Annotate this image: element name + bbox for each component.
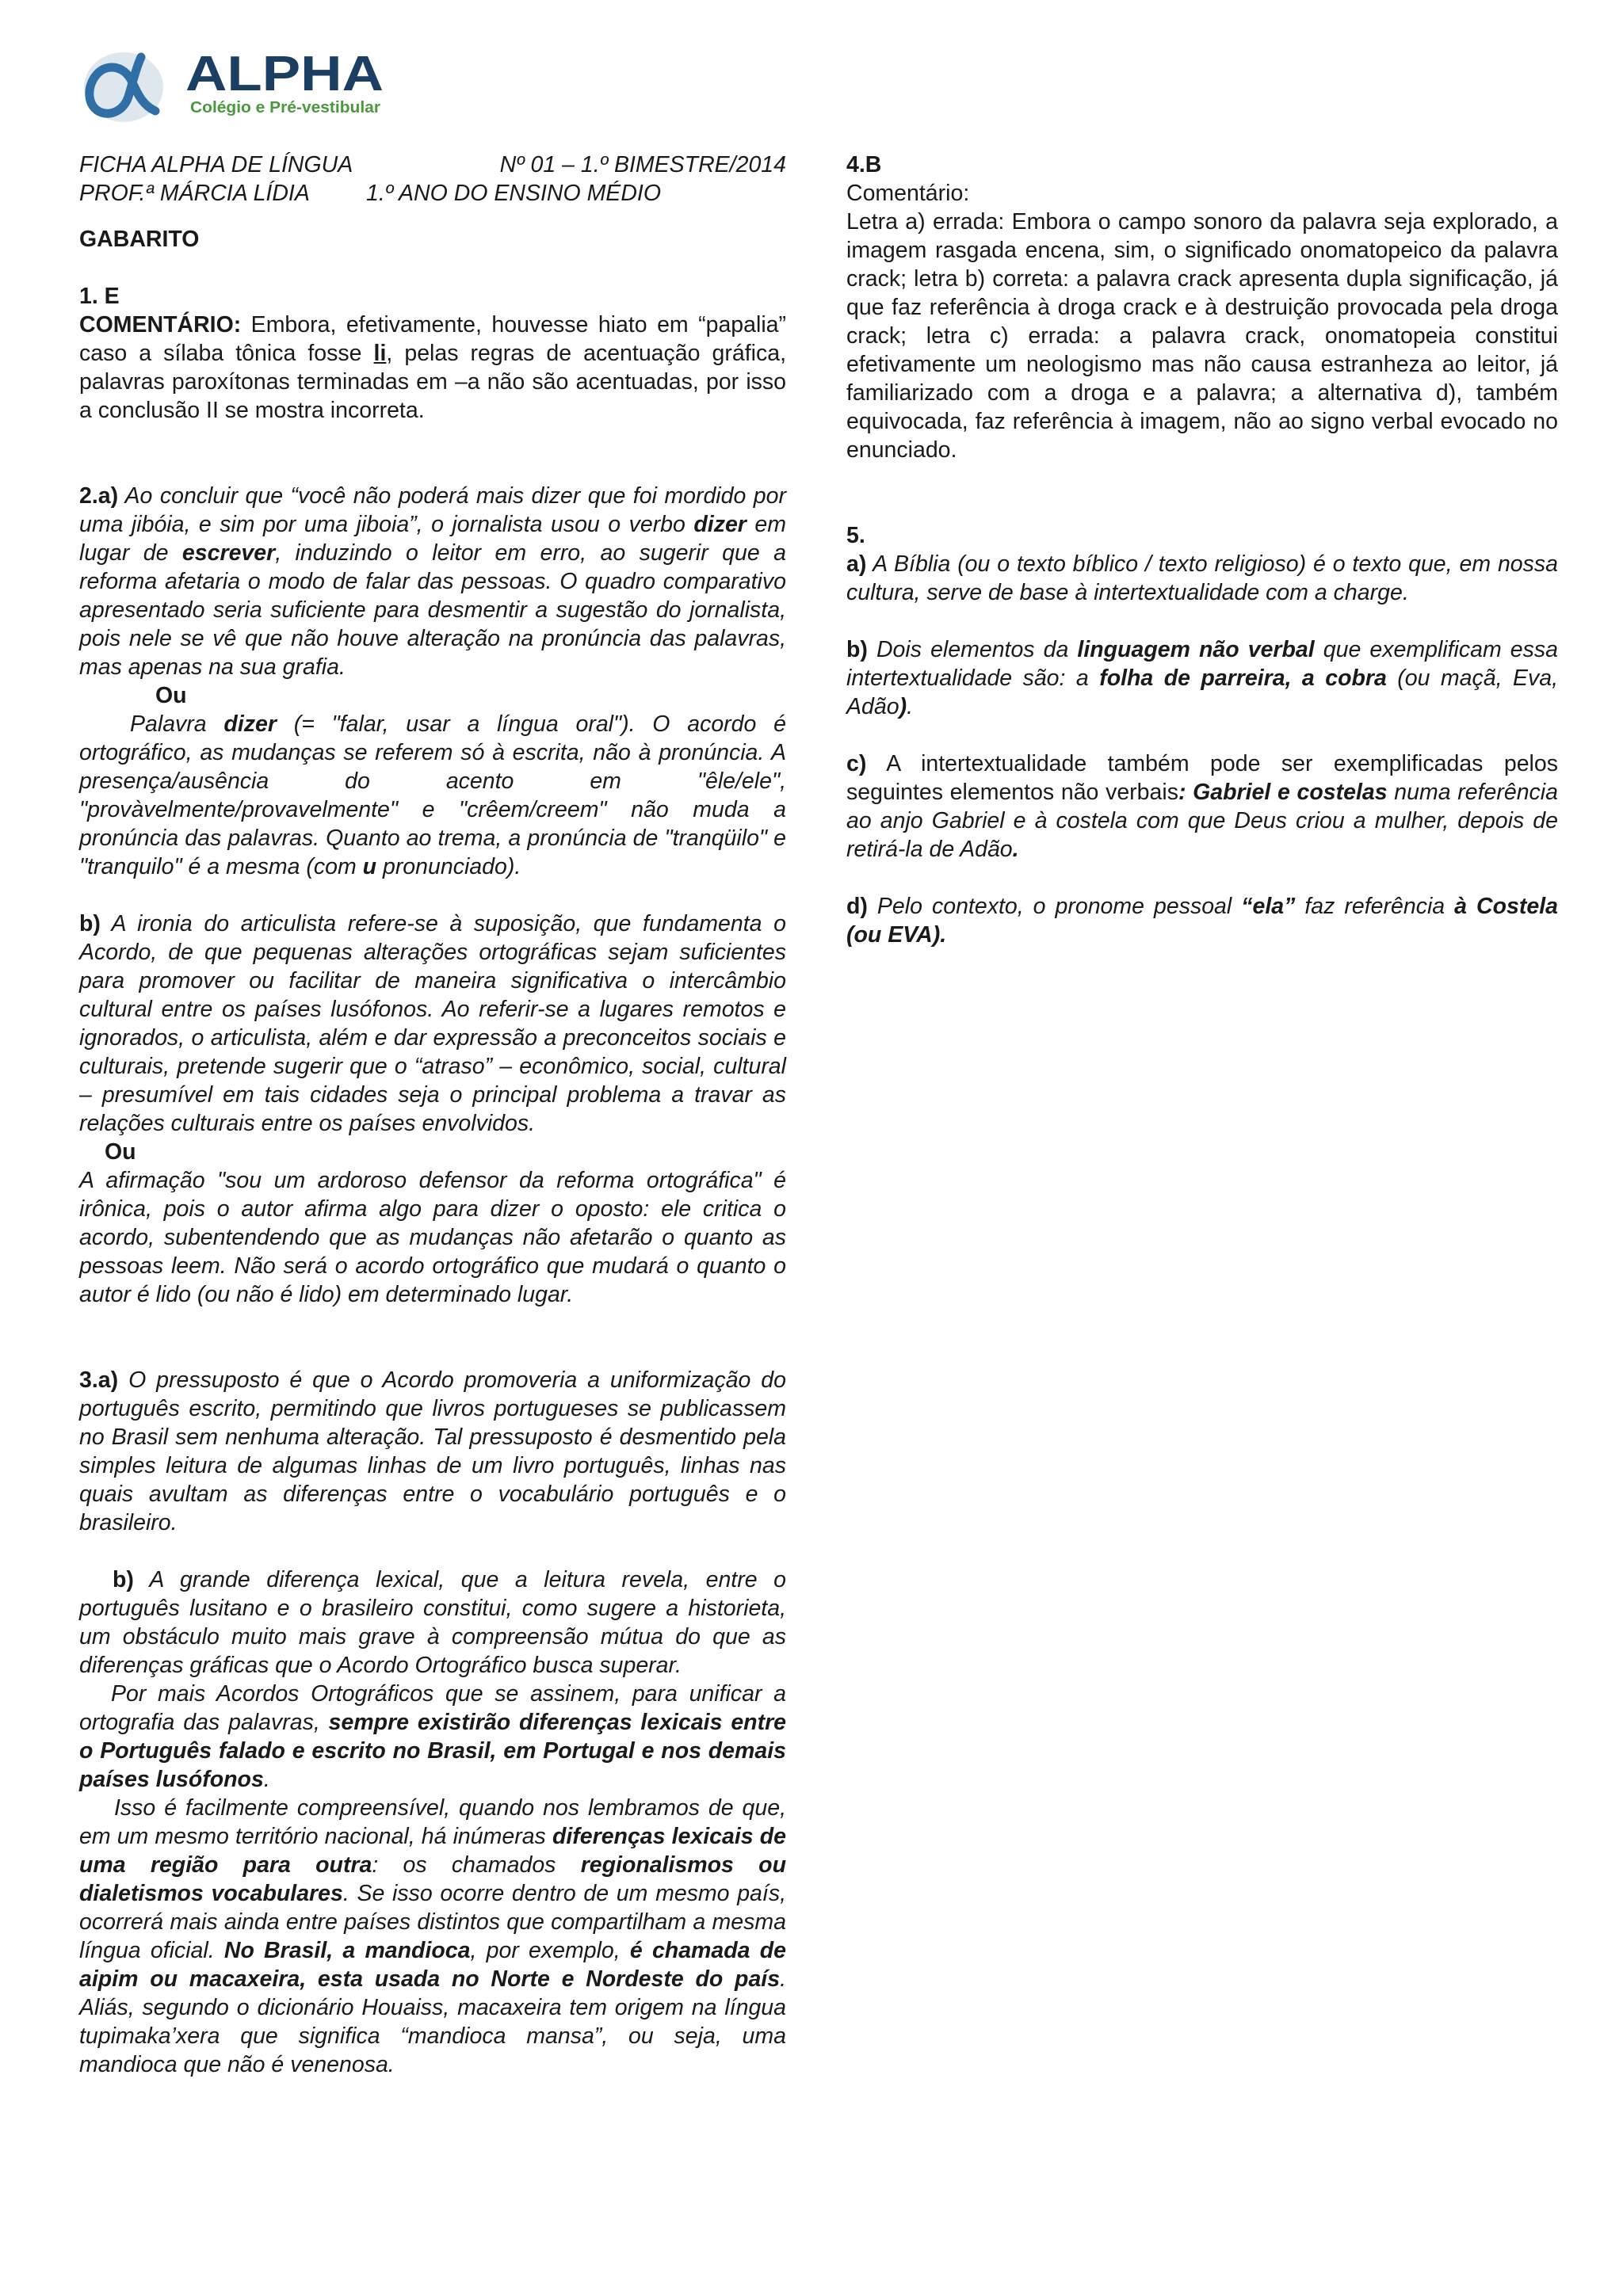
q2a-alt-text-2: (= "falar, usar a língua oral"). O acordo é ortográfico, as mudanças se referem só à escrita, não à pronúncia. A presença/ausência do acento em "êle/ele", "provàvelmente/provavelmente" e "crêem/creem" não muda a pronúncia das palavras. Quanto ao trema, a pronúncia de "tranqüilo" e "tranquilo" é a mesma (com <box>79 711 786 879</box>
q5d-text-1: Pelo contexto, o pronome pessoal <box>867 894 1242 919</box>
right-column <box>846 151 1558 949</box>
q1-comment <box>79 311 786 425</box>
q3b-p3-text-2: : os chamados <box>372 1852 581 1878</box>
q2a-alt <box>79 710 786 881</box>
q2a-text-3: , induzindo o leitor em erro, ao sugerir que a reforma afetaria o modo de falar das pessoas. O quadro comparativo apresentado seria suficiente para desmentir a sugestão do jornalista, pois nele se vê que não houve alteração na pronúncia das palavras, mas apenas na sua grafia. <box>79 540 786 680</box>
alpha-logo <box>79 40 396 127</box>
q5b-bold-1: linguagem não verbal <box>1077 637 1315 662</box>
q1-text-2: , pelas regras de acentuação gráfica, palavras paroxítonas terminadas em –a não são acentuadas, por isso a conclusão II se mostra incorreta. <box>79 341 786 423</box>
q3b-p2-text-1: Por mais Acordos Ortográficos que se assinem, para unificar a ortografia das palavras, <box>79 1681 786 1735</box>
q5d-bold-1: “ela” <box>1241 894 1296 919</box>
q2a-bold-dizer: dizer <box>693 512 747 537</box>
q5d-label: d) <box>846 894 868 919</box>
q1-number: 1. E <box>79 284 120 309</box>
q2b <box>79 910 786 1138</box>
q3b-p3-text-3: . Se isso ocorre dentro de um mesmo país, ocorrerá mais ainda entre países distintos que compartilham a mesma língua oficial. <box>79 1881 786 1963</box>
q3b-p2-bold: sempre existirão diferenças lexicais entre o Português falado e escrito no Brasil, em Portugal e nos demais países lusófonos <box>79 1710 787 1792</box>
q5c-text-2: numa referência ao anjo Gabriel e à costela com que Deus criou a mulher, depois de retirá-la de Adão <box>846 780 1558 862</box>
q3b-p3-text-1: Isso é facilmente compreensível, quando nos lembramos de que, em um mesmo território nacional, há inúmeras <box>79 1795 786 1849</box>
q5d-bold-2: à Costela (ou EVA). <box>846 894 1558 948</box>
header-line-1 <box>79 151 786 179</box>
q2a-text-2: em lugar de <box>79 512 786 566</box>
q2a <box>79 482 786 681</box>
q2b-ou: Ou <box>105 1139 136 1165</box>
q5b-bold-2: folha de parreira, a cobra <box>1099 666 1387 691</box>
q2a-label: 2.a) <box>79 483 119 509</box>
q5d <box>846 892 1558 949</box>
q5b-text-2: que exemplificam essa intertextualidade são: a <box>846 637 1558 691</box>
q2a-alt-bold-u: u <box>362 854 377 879</box>
q5a <box>846 550 1558 607</box>
header-professora: PROF.ª MÁRCIA LÍDIA <box>79 181 310 206</box>
q5b-label: b) <box>846 637 868 662</box>
q3b-p3-text-5: . Aliás, segundo o dicionário Houaiss, macaxeira tem origem na língua tupimaka’xera que significa “mandioca mansa”, ou seja, uma mandioca que não é venenosa. <box>79 1966 786 2077</box>
q2a-text-1: Ao concluir que “você não poderá mais dizer que foi mordido por uma jibóia, e sim por uma jiboia”, o jornalista usou o verbo <box>79 483 786 537</box>
q3b-p2-text-2: . <box>263 1767 270 1792</box>
q3b-p3-bold-2: regionalismos ou dialetismos vocabulares <box>79 1852 786 1906</box>
q5c <box>846 749 1558 864</box>
q2b-text: A ironia do articulista refere-se à suposição, que fundamenta o Acordo, de que pequenas alterações ortográficas sejam suficientes para promover ou facilitar de maneira significativa o intercâmbio cultural entre os países lusófonos. Ao referir-se a lugares remotos e ignorados, o articulista, além e dar expressão a preconceitos sociais e culturais, pretende sugerir que o “atraso” – econômico, social, cultural – presumível em tais cidades seja o principal problema a travar as relações culturais entre os países envolvidos. <box>79 911 786 1136</box>
q3b-paragraph-3 <box>79 1794 786 2079</box>
q2a-ou: Ou <box>155 683 187 708</box>
q2a-bold-escrever: escrever <box>181 540 276 566</box>
q5b <box>846 635 1558 721</box>
q3b-label: b) <box>113 1567 134 1592</box>
q3a-text: O pressuposto é que o Acordo promoveria a uniformização do português escrito, permitindo que livros portugueses se publicassem no Brasil sem nenhuma alteração. Tal pressuposto é desmentido pela simples leitura de algumas linhas de um livro português, linhas nas quais avultam as diferenças entre o vocabulário português e o brasileiro. <box>79 1367 786 1535</box>
q3b-text: A grande diferença lexical, que a leitura revela, entre o português lusitano e o brasileiro constitui, como sugere a historieta, um obstáculo muito mais grave à compreensão mútua do que as diferenças gráficas que o Acordo Ortográfico busca superar. <box>79 1567 786 1678</box>
q5c-bold-2: . <box>1012 837 1019 862</box>
q5d-text-2: faz referência <box>1295 894 1455 919</box>
q1-text-1: Embora, efetivamente, houvesse hiato em “papalia” caso a sílaba tônica fosse <box>79 312 786 366</box>
q5b-text-4: . <box>907 694 913 719</box>
q1-comment-label: COMENTÁRIO: <box>79 312 242 338</box>
q5a-label: a) <box>846 551 867 577</box>
q3a <box>79 1366 786 1537</box>
q4-text: Letra a) errada: Embora o campo sonoro da palavra seja explorado, a imagem rasgada encena, sim, o significado onomatopeico da palavra crack; letra b) correta: a palavra crack apresenta dupla significação, já que faz referência à droga crack e à destruição provocada pela droga crack; letra c) errada: a palavra crack, onomatopeia constitui efetivamente um neologismo mas não causa estranheza ao leitor, já familiarizado com a droga e a palavra; a alternativa d), também equivocada, faz referência à imagem, não ao signo verbal evocado no enunciado. <box>846 209 1558 463</box>
q3b-p3-bold-4: é chamada de aipim ou macaxeira, esta usada no Norte e Nordeste do país <box>79 1938 786 1992</box>
q5a-text: A Bíblia (ou o texto bíblico / texto religioso) é o texto que, em nossa cultura, serve de base à intertextualidade com a charge. <box>846 551 1558 605</box>
header-line-2 <box>79 179 786 208</box>
q1-li: li <box>373 341 387 366</box>
q4-comment-label: Comentário: <box>846 181 970 206</box>
logo-title: ALPHA <box>185 47 384 101</box>
q3b-p3-bold-1: diferenças lexicais de uma região para outra <box>79 1824 786 1878</box>
q5-number: 5. <box>846 523 865 548</box>
q5b-text-1: Dois elementos da <box>867 637 1078 662</box>
q3a-label: 3.a) <box>79 1367 119 1393</box>
q3b-paragraph-2 <box>79 1680 786 1794</box>
header-ficha: FICHA ALPHA DE LÍNGUA <box>79 152 353 177</box>
q3b <box>79 1566 786 1680</box>
q2b-label: b) <box>79 911 101 936</box>
q5b-bold-3: ) <box>899 694 907 719</box>
q4-number: 4.B <box>846 152 882 177</box>
q5c-label: c) <box>846 751 867 776</box>
q2a-alt-bold-dizer: dizer <box>223 711 277 737</box>
q2b-alt: A afirmação "sou um ardoroso defensor da reforma ortográfica" é irônica, pois o autor afirma algo para dizer o oposto: ele critica o acordo, subentendendo que as mudanças não afetarão o quanto as pessoas leem. Não será o acordo ortográfico que mudará o quanto o autor é lido (ou não é lido) em determinado lugar. <box>79 1168 786 1307</box>
q5b-text-3: (ou maçã, Eva, Adão <box>846 666 1558 719</box>
q5c-text-1: A intertextualidade também pode ser exemplificadas pelos seguintes elementos não verbais <box>846 751 1558 805</box>
header-bimestre: Nº 01 – 1.º BIMESTRE/2014 <box>499 152 786 177</box>
q5c-bold-1: : Gabriel e costelas <box>1178 780 1388 805</box>
q2a-alt-text-1: Palavra <box>130 711 224 737</box>
q2a-alt-text-3: pronunciado). <box>376 854 521 879</box>
gabarito-title: GABARITO <box>79 227 200 252</box>
header-ano: 1.º ANO DO ENSINO MÉDIO <box>366 181 661 206</box>
left-column <box>79 151 786 2079</box>
q3b-p3-text-4: , por exemplo, <box>470 1938 630 1963</box>
q3b-p3-bold-3: No Brasil, a mandioca <box>223 1938 471 1963</box>
logo-subtitle: Colégio e Pré-vestibular <box>190 99 381 116</box>
